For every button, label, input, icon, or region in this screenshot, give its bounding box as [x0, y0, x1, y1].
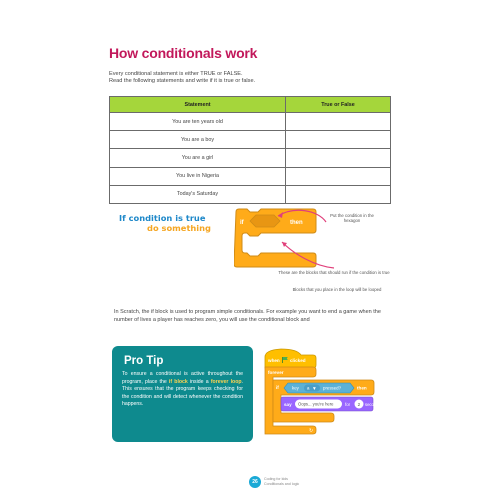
table-header-row — [110, 97, 391, 113]
condition-label-line-2: do something — [147, 223, 212, 233]
table-row — [110, 167, 391, 185]
pro-tip-text-part: To ensure a conditional is active throughout the program, place the — [122, 371, 243, 385]
footer-line-1: Coding for kids — [264, 477, 288, 482]
pro-tip-text-part: inside a — [187, 378, 211, 385]
intro-line-2: Read the following statements and write if it is true or false. — [109, 78, 256, 84]
if-label: if — [276, 385, 279, 390]
answer-cell[interactable] — [286, 113, 391, 131]
loop-arrow-icon: ↻ — [309, 428, 314, 434]
pressed-label: pressed? — [323, 385, 342, 391]
seconds-label: seconds — [365, 402, 381, 407]
key-value: a — [307, 385, 310, 391]
if-keyword: if — [240, 220, 244, 226]
explanation-paragraph: In Scratch, the if block is used to program simple conditionals. For example you want to end a game when the number of lives a player has reaches zero, you will use the conditional block and — [114, 309, 381, 323]
key-label: key — [292, 385, 299, 391]
when-label: when — [268, 358, 280, 363]
scratch-code-example — [262, 347, 382, 437]
then-keyword: then — [290, 220, 303, 226]
answer-cell[interactable] — [286, 167, 391, 185]
for-label: for — [345, 402, 351, 407]
note-blocks-run: These are the blocks that should run if the condition is true — [278, 270, 390, 275]
answer-cell[interactable] — [286, 131, 391, 149]
note-blocks-looped: Blocks that you place in the loop will be looped — [292, 287, 382, 292]
then-label: then — [357, 385, 367, 391]
intro-text — [109, 71, 399, 85]
pro-tip-text-part: . This ensures that the program keeps checking for the condition and will detect whenever the condition happens. — [122, 378, 243, 408]
page-title: How conditionals work — [109, 45, 258, 61]
footer-line-2: Conditionals and logic — [264, 482, 300, 486]
answer-cell[interactable] — [286, 149, 391, 167]
intro-line-1: Every conditional statement is either TRUE or FALSE. — [109, 71, 243, 77]
column-header-statement: Statement — [110, 97, 286, 113]
page-footer — [249, 476, 299, 488]
pro-tip-box — [112, 346, 253, 442]
statement-cell: You are a girl — [110, 149, 286, 167]
table-row — [110, 185, 391, 203]
pro-tip-highlight-if-block: if block — [168, 378, 188, 385]
forever-label: forever — [268, 370, 284, 375]
table-row — [110, 113, 391, 131]
true-false-table — [109, 96, 391, 204]
say-text-value: Oops... you're here — [298, 401, 334, 407]
condition-label — [119, 213, 211, 233]
statement-cell: You are a boy — [110, 131, 286, 149]
pro-tip-highlight-forever-loop: forever loop — [210, 378, 242, 385]
clicked-label: clicked — [290, 358, 306, 363]
chevron-down-icon: ▼ — [313, 386, 316, 391]
seconds-value: 2 — [357, 401, 361, 407]
answer-cell[interactable] — [286, 185, 391, 203]
column-header-true-or-false: True or False — [286, 97, 391, 113]
footer-text — [264, 477, 299, 486]
page-number: 26 — [249, 476, 261, 488]
scratch-if-block-diagram — [234, 208, 404, 288]
condition-label-line-1: If condition is true — [119, 213, 206, 223]
statement-cell: You are ten years old — [110, 113, 286, 131]
table-row — [110, 149, 391, 167]
statement-cell: You live in Nigeria — [110, 167, 286, 185]
pro-tip-text — [122, 371, 243, 409]
say-label: say — [284, 402, 292, 407]
table-row — [110, 131, 391, 149]
statement-cell: Today's Saturday — [110, 185, 286, 203]
note-hexagon: Put the condition in the hexagon — [330, 213, 374, 224]
pro-tip-title: Pro Tip — [124, 355, 164, 367]
condition-hexagon — [250, 215, 280, 227]
